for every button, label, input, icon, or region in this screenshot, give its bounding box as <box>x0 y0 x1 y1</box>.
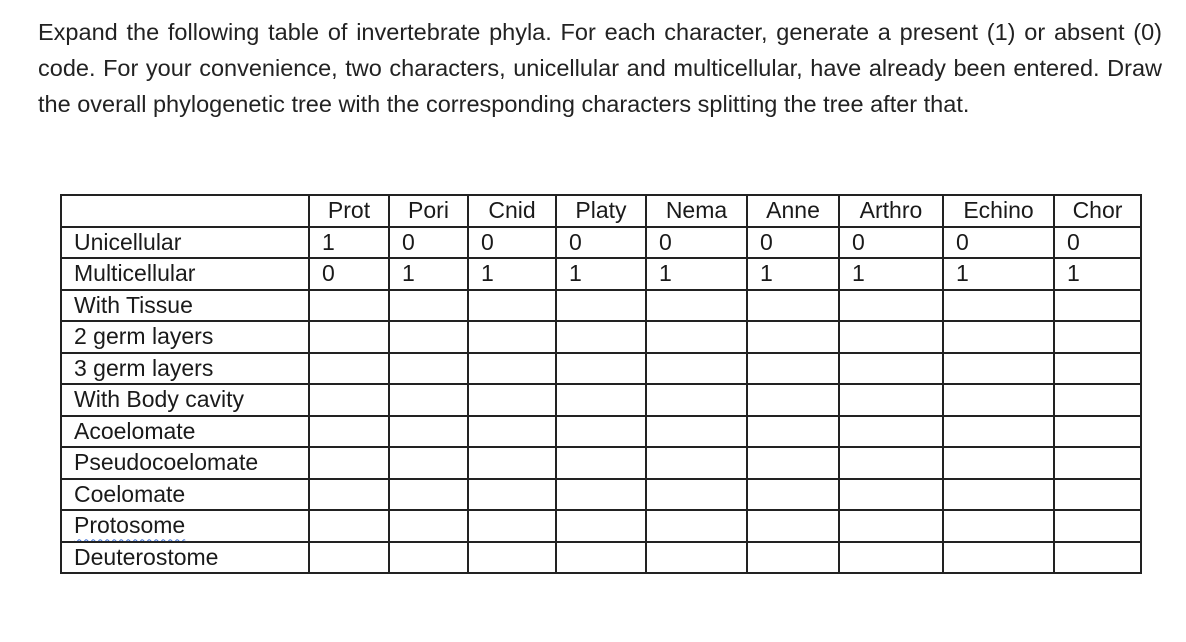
table-cell[interactable] <box>389 321 468 353</box>
column-header-arthro: Arthro <box>839 195 943 227</box>
column-header-chor: Chor <box>1054 195 1141 227</box>
table-cell[interactable] <box>839 447 943 479</box>
phyla-character-table <box>60 194 1142 574</box>
table-row <box>61 510 1141 542</box>
table-cell[interactable] <box>1054 384 1141 416</box>
table-row <box>61 542 1141 574</box>
table-cell[interactable] <box>556 447 646 479</box>
instructions-paragraph: Expand the following table of invertebrate phyla. For each character, generate a present (1) or absent (0) code. For your convenience, two characters, unicellular and multicellular, have already been entered. Draw the overall phylogenetic tree with the corresponding characters splitting the tree after that. <box>38 19 1162 117</box>
table-cell[interactable]: 1 <box>646 258 747 290</box>
table-cell[interactable] <box>747 384 839 416</box>
table-cell[interactable] <box>389 353 468 385</box>
table-cell[interactable]: 1 <box>839 258 943 290</box>
table-cell[interactable] <box>309 510 389 542</box>
table-cell[interactable] <box>309 447 389 479</box>
table-cell[interactable] <box>839 290 943 322</box>
table-row <box>61 227 1141 259</box>
table-cell[interactable] <box>556 542 646 574</box>
table-cell[interactable]: 1 <box>747 258 839 290</box>
table-cell[interactable] <box>747 479 839 511</box>
table-cell[interactable] <box>468 510 556 542</box>
table-cell[interactable] <box>1054 447 1141 479</box>
column-header-pori: Pori <box>389 195 468 227</box>
table-cell[interactable] <box>556 416 646 448</box>
row-label-text: Pseudocoelomate <box>74 449 259 476</box>
table-cell[interactable] <box>556 479 646 511</box>
row-label <box>61 353 309 385</box>
row-label-text: With Body cavity <box>74 386 244 413</box>
row-label <box>61 384 309 416</box>
row-label-text: Deuterostome <box>74 543 219 570</box>
row-label <box>61 416 309 448</box>
table-cell[interactable] <box>556 353 646 385</box>
table-cell[interactable] <box>943 321 1054 353</box>
table-cell[interactable] <box>943 510 1054 542</box>
table-cell[interactable] <box>943 416 1054 448</box>
table-cell[interactable] <box>646 510 747 542</box>
table-cell[interactable] <box>556 510 646 542</box>
table-cell[interactable] <box>556 321 646 353</box>
table-cell[interactable]: 0 <box>1054 227 1141 259</box>
table-cell[interactable] <box>646 479 747 511</box>
column-header-nema: Nema <box>646 195 747 227</box>
table-cell[interactable] <box>943 290 1054 322</box>
table-cell[interactable] <box>839 479 943 511</box>
table-cell[interactable]: 1 <box>943 258 1054 290</box>
table-cell[interactable] <box>839 416 943 448</box>
table-cell[interactable] <box>309 384 389 416</box>
row-label-text: Acoelomate <box>74 417 196 444</box>
table-cell[interactable] <box>646 384 747 416</box>
table-cell[interactable] <box>556 290 646 322</box>
table-cell[interactable] <box>747 321 839 353</box>
table-cell[interactable] <box>468 542 556 574</box>
table-cell[interactable] <box>943 353 1054 385</box>
row-label-text: Unicellular <box>74 228 182 255</box>
table-cell[interactable] <box>747 542 839 574</box>
table-cell[interactable] <box>309 290 389 322</box>
table-cell[interactable] <box>646 447 747 479</box>
table-cell[interactable] <box>839 384 943 416</box>
table-cell[interactable] <box>839 542 943 574</box>
table-cell[interactable] <box>839 510 943 542</box>
column-header-prot: Prot <box>309 195 389 227</box>
table-cell[interactable] <box>943 479 1054 511</box>
table-row <box>61 258 1141 290</box>
table-cell[interactable] <box>389 447 468 479</box>
table-cell[interactable]: 1 <box>556 258 646 290</box>
table-cell[interactable] <box>309 479 389 511</box>
table-header-row <box>61 195 1141 227</box>
table-cell[interactable] <box>1054 416 1141 448</box>
table-cell[interactable]: 0 <box>468 227 556 259</box>
row-label <box>61 447 309 479</box>
table-cell[interactable]: 1 <box>1054 258 1141 290</box>
table-cell[interactable]: 0 <box>309 258 389 290</box>
table-cell[interactable]: 0 <box>747 227 839 259</box>
table-row <box>61 479 1141 511</box>
table-row <box>61 447 1141 479</box>
table-cell[interactable] <box>468 416 556 448</box>
table-row <box>61 416 1141 448</box>
row-label <box>61 290 309 322</box>
table-cell[interactable] <box>468 447 556 479</box>
table-cell[interactable] <box>389 416 468 448</box>
table-cell[interactable] <box>556 384 646 416</box>
table-row <box>61 353 1141 385</box>
table-cell[interactable]: 1 <box>389 258 468 290</box>
table-cell[interactable] <box>943 384 1054 416</box>
table-cell[interactable] <box>389 510 468 542</box>
table-cell[interactable] <box>389 542 468 574</box>
table-cell[interactable]: 0 <box>943 227 1054 259</box>
table-cell[interactable]: 0 <box>646 227 747 259</box>
table-row <box>61 321 1141 353</box>
row-label-text: Multicellular <box>74 260 196 287</box>
column-header-anne: Anne <box>747 195 839 227</box>
table-cell[interactable] <box>389 290 468 322</box>
table-cell[interactable]: 0 <box>839 227 943 259</box>
row-label <box>61 479 309 511</box>
table-cell[interactable] <box>468 321 556 353</box>
column-header-platy: Platy <box>556 195 646 227</box>
table-cell[interactable]: 0 <box>556 227 646 259</box>
table-cell[interactable] <box>468 353 556 385</box>
table-cell[interactable] <box>1054 510 1141 542</box>
table-cell[interactable] <box>747 416 839 448</box>
table-cell[interactable] <box>1054 290 1141 322</box>
table-cell[interactable] <box>1054 353 1141 385</box>
table-row <box>61 384 1141 416</box>
table-cell[interactable] <box>747 290 839 322</box>
table-cell[interactable] <box>839 353 943 385</box>
row-label-text: Protosome <box>74 512 186 539</box>
table-cell[interactable] <box>646 290 747 322</box>
table-cell[interactable] <box>943 542 1054 574</box>
table-row <box>61 290 1141 322</box>
table-cell[interactable] <box>1054 321 1141 353</box>
table-cell[interactable]: 1 <box>309 227 389 259</box>
table-cell[interactable] <box>389 479 468 511</box>
table-cell[interactable] <box>309 416 389 448</box>
table-cell[interactable] <box>1054 542 1141 574</box>
row-label <box>61 321 309 353</box>
table-cell[interactable] <box>468 290 556 322</box>
row-label <box>61 510 309 542</box>
row-label-text: 3 germ layers <box>74 354 214 381</box>
table-cell[interactable] <box>839 321 943 353</box>
table-cell[interactable] <box>389 384 468 416</box>
table-cell[interactable] <box>646 321 747 353</box>
row-label-text: 2 germ layers <box>74 323 214 350</box>
row-label-text: Coelomate <box>74 480 186 507</box>
table-cell[interactable] <box>747 510 839 542</box>
column-header-echino: Echino <box>943 195 1054 227</box>
table-cell[interactable] <box>943 447 1054 479</box>
table-cell[interactable] <box>468 384 556 416</box>
row-label <box>61 258 309 290</box>
row-label-text: With Tissue <box>74 291 193 318</box>
table-cell[interactable] <box>309 542 389 574</box>
table-cell[interactable] <box>468 479 556 511</box>
table-corner-cell <box>61 195 309 227</box>
row-label <box>61 542 309 574</box>
table-cell[interactable] <box>646 353 747 385</box>
table-cell[interactable] <box>646 416 747 448</box>
table-cell[interactable] <box>646 542 747 574</box>
row-label <box>61 227 309 259</box>
table-cell[interactable] <box>1054 479 1141 511</box>
table-cell[interactable] <box>747 447 839 479</box>
column-header-cnid: Cnid <box>468 195 556 227</box>
table-cell[interactable]: 1 <box>468 258 556 290</box>
table-cell[interactable]: 0 <box>389 227 468 259</box>
table-cell[interactable] <box>309 321 389 353</box>
table-cell[interactable] <box>747 353 839 385</box>
table-cell[interactable] <box>309 353 389 385</box>
